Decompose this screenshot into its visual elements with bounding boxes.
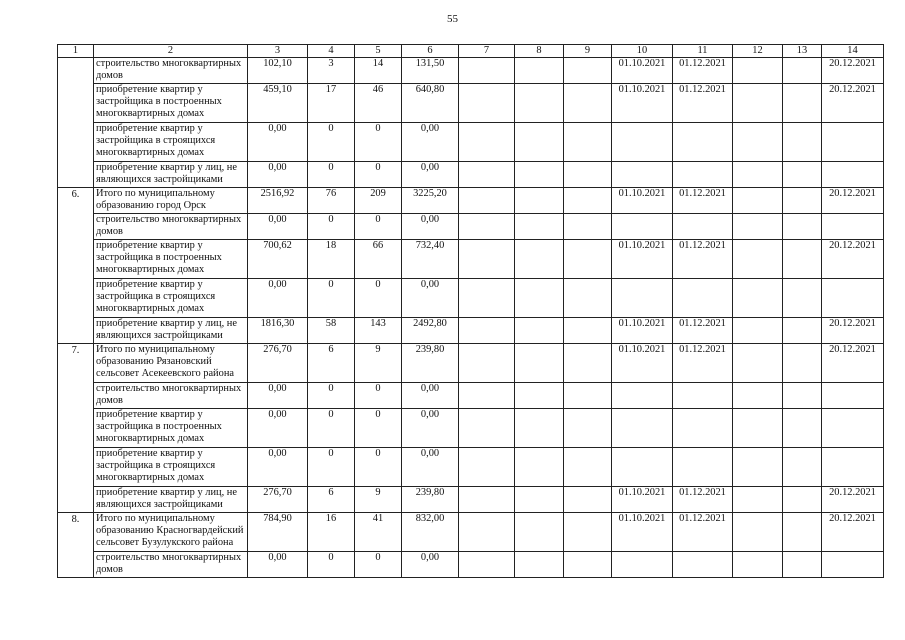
cell-count: 0 xyxy=(355,383,402,409)
cell-count: 0 xyxy=(308,383,355,409)
cell-area: 732,40 xyxy=(402,240,459,279)
table-row xyxy=(58,240,884,279)
cell-count: 58 xyxy=(308,318,355,344)
table-row xyxy=(58,162,884,188)
cell-empty xyxy=(564,162,612,188)
cell-count: 0 xyxy=(355,123,402,162)
cell-empty xyxy=(733,318,783,344)
cell-count: 209 xyxy=(355,188,402,214)
cell-empty xyxy=(783,487,822,513)
header-cell: 7 xyxy=(459,45,515,58)
cell-count: 9 xyxy=(355,487,402,513)
cell-count: 17 xyxy=(308,84,355,123)
cell-empty xyxy=(459,344,515,383)
row-number: 8. xyxy=(58,513,94,552)
cell-date xyxy=(612,383,673,409)
table-row xyxy=(58,318,884,344)
cell-date: 01.10.2021 xyxy=(612,84,673,123)
cell-amount: 0,00 xyxy=(248,409,308,448)
row-description: строительство многоквартирных домов xyxy=(94,383,248,409)
cell-date: 01.10.2021 xyxy=(612,240,673,279)
cell-empty xyxy=(515,58,564,84)
row-description: строительство многоквартирных домов xyxy=(94,214,248,240)
cell-empty xyxy=(564,552,612,578)
cell-empty xyxy=(564,513,612,552)
cell-area: 0,00 xyxy=(402,162,459,188)
cell-empty xyxy=(459,448,515,487)
cell-empty xyxy=(564,84,612,123)
cell-amount: 459,10 xyxy=(248,84,308,123)
cell-empty xyxy=(783,188,822,214)
table-row xyxy=(58,188,884,214)
cell-empty xyxy=(515,409,564,448)
cell-count: 0 xyxy=(308,279,355,318)
cell-empty xyxy=(733,214,783,240)
row-description: строительство многоквартирных домов xyxy=(94,552,248,578)
cell-date xyxy=(612,448,673,487)
cell-date: 20.12.2021 xyxy=(822,318,884,344)
cell-empty xyxy=(783,318,822,344)
cell-empty xyxy=(783,552,822,578)
cell-empty xyxy=(733,123,783,162)
cell-date: 20.12.2021 xyxy=(822,84,884,123)
cell-date xyxy=(612,214,673,240)
column-number-header xyxy=(58,45,884,58)
cell-area: 2492,80 xyxy=(402,318,459,344)
cell-empty xyxy=(515,84,564,123)
cell-date: 01.12.2021 xyxy=(673,84,733,123)
row-number xyxy=(58,409,94,448)
row-number xyxy=(58,240,94,279)
cell-empty xyxy=(515,123,564,162)
cell-date: 20.12.2021 xyxy=(822,513,884,552)
cell-empty xyxy=(459,487,515,513)
cell-amount: 700,62 xyxy=(248,240,308,279)
cell-empty xyxy=(783,409,822,448)
table-row xyxy=(58,448,884,487)
cell-empty xyxy=(733,162,783,188)
cell-empty xyxy=(515,487,564,513)
cell-count: 0 xyxy=(308,123,355,162)
cell-empty xyxy=(515,513,564,552)
cell-area: 239,80 xyxy=(402,344,459,383)
cell-date: 20.12.2021 xyxy=(822,58,884,84)
cell-empty xyxy=(515,552,564,578)
cell-empty xyxy=(459,214,515,240)
table-body xyxy=(58,58,884,578)
cell-date xyxy=(612,162,673,188)
cell-count: 0 xyxy=(355,552,402,578)
cell-empty xyxy=(733,58,783,84)
cell-count: 0 xyxy=(308,214,355,240)
cell-date xyxy=(822,409,884,448)
table-row xyxy=(58,552,884,578)
cell-empty xyxy=(783,58,822,84)
cell-empty xyxy=(564,318,612,344)
header-cell: 13 xyxy=(783,45,822,58)
cell-date xyxy=(673,448,733,487)
cell-amount: 0,00 xyxy=(248,448,308,487)
cell-date: 01.10.2021 xyxy=(612,318,673,344)
cell-date: 01.12.2021 xyxy=(673,318,733,344)
cell-area: 239,80 xyxy=(402,487,459,513)
cell-date xyxy=(822,123,884,162)
cell-count: 46 xyxy=(355,84,402,123)
cell-area: 832,00 xyxy=(402,513,459,552)
cell-empty xyxy=(459,58,515,84)
header-cell: 14 xyxy=(822,45,884,58)
cell-area: 0,00 xyxy=(402,214,459,240)
cell-date xyxy=(822,383,884,409)
cell-date xyxy=(822,214,884,240)
cell-amount: 0,00 xyxy=(248,552,308,578)
cell-count: 6 xyxy=(308,487,355,513)
cell-empty xyxy=(733,409,783,448)
row-description: приобретение квартир у застройщика в строящихся многоквартирных домах xyxy=(94,123,248,162)
table-row xyxy=(58,123,884,162)
cell-area: 131,50 xyxy=(402,58,459,84)
row-number xyxy=(58,214,94,240)
cell-area: 0,00 xyxy=(402,409,459,448)
cell-empty xyxy=(459,279,515,318)
row-description: приобретение квартир у лиц, не являющихся застройщиками xyxy=(94,487,248,513)
row-number xyxy=(58,84,94,123)
table-row xyxy=(58,513,884,552)
cell-count: 0 xyxy=(308,448,355,487)
cell-area: 0,00 xyxy=(402,448,459,487)
cell-empty xyxy=(459,188,515,214)
row-description: Итого по муниципальному образованию Рязановский сельсовет Асекеевского района xyxy=(94,344,248,383)
row-number: 7. xyxy=(58,344,94,383)
cell-count: 9 xyxy=(355,344,402,383)
cell-empty xyxy=(783,383,822,409)
cell-date xyxy=(673,552,733,578)
cell-amount: 0,00 xyxy=(248,162,308,188)
cell-date: 01.12.2021 xyxy=(673,487,733,513)
cell-date: 01.12.2021 xyxy=(673,513,733,552)
row-description: приобретение квартир у застройщика в построенных многоквартирных домах xyxy=(94,409,248,448)
cell-empty xyxy=(783,279,822,318)
cell-empty xyxy=(783,513,822,552)
cell-count: 0 xyxy=(355,409,402,448)
cell-date: 01.12.2021 xyxy=(673,344,733,383)
cell-empty xyxy=(459,84,515,123)
cell-date: 01.12.2021 xyxy=(673,58,733,84)
table-row xyxy=(58,214,884,240)
housing-program-table xyxy=(57,44,884,578)
cell-empty xyxy=(783,84,822,123)
cell-empty xyxy=(733,552,783,578)
cell-empty xyxy=(515,162,564,188)
cell-empty xyxy=(783,123,822,162)
cell-empty xyxy=(564,214,612,240)
cell-empty xyxy=(783,162,822,188)
row-description: приобретение квартир у застройщика в построенных многоквартирных домах xyxy=(94,84,248,123)
cell-empty xyxy=(515,279,564,318)
cell-count: 76 xyxy=(308,188,355,214)
cell-empty xyxy=(564,279,612,318)
header-cell: 3 xyxy=(248,45,308,58)
row-description: Итого по муниципальному образованию город Орск xyxy=(94,188,248,214)
cell-empty xyxy=(515,448,564,487)
table-row xyxy=(58,487,884,513)
header-cell: 2 xyxy=(94,45,248,58)
cell-date xyxy=(673,409,733,448)
row-description: приобретение квартир у застройщика в строящихся многоквартирных домах xyxy=(94,279,248,318)
cell-empty xyxy=(515,214,564,240)
cell-date: 20.12.2021 xyxy=(822,240,884,279)
cell-empty xyxy=(783,344,822,383)
cell-count: 14 xyxy=(355,58,402,84)
cell-date xyxy=(673,162,733,188)
cell-amount: 0,00 xyxy=(248,123,308,162)
cell-count: 0 xyxy=(355,448,402,487)
cell-count: 0 xyxy=(355,214,402,240)
cell-date: 01.10.2021 xyxy=(612,58,673,84)
cell-empty xyxy=(564,409,612,448)
row-number xyxy=(58,58,94,84)
header-cell: 1 xyxy=(58,45,94,58)
cell-date: 01.12.2021 xyxy=(673,188,733,214)
cell-count: 16 xyxy=(308,513,355,552)
cell-empty xyxy=(564,240,612,279)
page-number: 55 xyxy=(447,13,458,25)
cell-date xyxy=(612,552,673,578)
cell-count: 0 xyxy=(308,409,355,448)
cell-area: 0,00 xyxy=(402,552,459,578)
cell-empty xyxy=(564,487,612,513)
cell-empty xyxy=(733,487,783,513)
cell-amount: 0,00 xyxy=(248,383,308,409)
header-cell: 4 xyxy=(308,45,355,58)
cell-count: 6 xyxy=(308,344,355,383)
cell-date: 20.12.2021 xyxy=(822,487,884,513)
cell-empty xyxy=(515,383,564,409)
cell-empty xyxy=(733,344,783,383)
cell-empty xyxy=(733,448,783,487)
row-number xyxy=(58,552,94,578)
cell-empty xyxy=(783,240,822,279)
row-number xyxy=(58,383,94,409)
cell-empty xyxy=(459,240,515,279)
header-cell: 9 xyxy=(564,45,612,58)
cell-empty xyxy=(515,318,564,344)
cell-area: 3225,20 xyxy=(402,188,459,214)
cell-empty xyxy=(515,240,564,279)
cell-empty xyxy=(564,58,612,84)
header-cell: 12 xyxy=(733,45,783,58)
row-number xyxy=(58,448,94,487)
cell-count: 18 xyxy=(308,240,355,279)
cell-empty xyxy=(783,214,822,240)
cell-empty xyxy=(783,448,822,487)
cell-date xyxy=(673,123,733,162)
cell-date xyxy=(673,279,733,318)
row-description: приобретение квартир у застройщика в строящихся многоквартирных домах xyxy=(94,448,248,487)
cell-empty xyxy=(733,188,783,214)
cell-count: 0 xyxy=(355,162,402,188)
header-cell: 10 xyxy=(612,45,673,58)
cell-date xyxy=(673,383,733,409)
cell-count: 0 xyxy=(308,552,355,578)
cell-date xyxy=(673,214,733,240)
row-number xyxy=(58,123,94,162)
cell-empty xyxy=(564,383,612,409)
cell-date: 01.10.2021 xyxy=(612,188,673,214)
row-number xyxy=(58,487,94,513)
cell-count: 41 xyxy=(355,513,402,552)
cell-date: 20.12.2021 xyxy=(822,344,884,383)
cell-empty xyxy=(459,162,515,188)
cell-date: 20.12.2021 xyxy=(822,188,884,214)
cell-date: 01.12.2021 xyxy=(673,240,733,279)
cell-date xyxy=(612,279,673,318)
cell-empty xyxy=(459,318,515,344)
cell-area: 0,00 xyxy=(402,279,459,318)
row-number: 6. xyxy=(58,188,94,214)
cell-empty xyxy=(564,188,612,214)
row-description: приобретение квартир у лиц, не являющихся застройщиками xyxy=(94,162,248,188)
cell-date xyxy=(822,448,884,487)
cell-count: 0 xyxy=(308,162,355,188)
cell-empty xyxy=(459,552,515,578)
cell-empty xyxy=(515,188,564,214)
cell-amount: 102,10 xyxy=(248,58,308,84)
cell-empty xyxy=(459,409,515,448)
row-number xyxy=(58,162,94,188)
cell-date: 01.10.2021 xyxy=(612,344,673,383)
table-row xyxy=(58,58,884,84)
cell-amount: 276,70 xyxy=(248,344,308,383)
cell-count: 66 xyxy=(355,240,402,279)
header-cell: 8 xyxy=(515,45,564,58)
cell-empty xyxy=(733,513,783,552)
row-description: приобретение квартир у лиц, не являющихся застройщиками xyxy=(94,318,248,344)
cell-amount: 276,70 xyxy=(248,487,308,513)
table-row xyxy=(58,344,884,383)
table-row xyxy=(58,84,884,123)
row-description: Итого по муниципальному образованию Красногвардейский сельсовет Бузулукского района xyxy=(94,513,248,552)
cell-amount: 0,00 xyxy=(248,279,308,318)
cell-empty xyxy=(564,123,612,162)
cell-empty xyxy=(459,123,515,162)
cell-amount: 0,00 xyxy=(248,214,308,240)
table-row xyxy=(58,383,884,409)
cell-date xyxy=(822,279,884,318)
row-number xyxy=(58,318,94,344)
cell-date xyxy=(612,409,673,448)
cell-area: 0,00 xyxy=(402,123,459,162)
cell-empty xyxy=(733,240,783,279)
cell-empty xyxy=(733,279,783,318)
cell-empty xyxy=(564,344,612,383)
cell-area: 640,80 xyxy=(402,84,459,123)
cell-count: 3 xyxy=(308,58,355,84)
cell-count: 0 xyxy=(355,279,402,318)
cell-date xyxy=(822,552,884,578)
table-row xyxy=(58,409,884,448)
cell-empty xyxy=(733,84,783,123)
cell-amount: 2516,92 xyxy=(248,188,308,214)
cell-date xyxy=(612,123,673,162)
cell-date: 01.10.2021 xyxy=(612,513,673,552)
table-row xyxy=(58,279,884,318)
header-cell: 6 xyxy=(402,45,459,58)
cell-empty xyxy=(459,383,515,409)
cell-amount: 784,90 xyxy=(248,513,308,552)
cell-empty xyxy=(564,448,612,487)
header-cell: 11 xyxy=(673,45,733,58)
cell-empty xyxy=(733,383,783,409)
row-description: строительство многоквартирных домов xyxy=(94,58,248,84)
cell-date xyxy=(822,162,884,188)
cell-empty xyxy=(515,344,564,383)
cell-area: 0,00 xyxy=(402,383,459,409)
header-cell: 5 xyxy=(355,45,402,58)
cell-date: 01.10.2021 xyxy=(612,487,673,513)
cell-empty xyxy=(459,513,515,552)
row-number xyxy=(58,279,94,318)
row-description: приобретение квартир у застройщика в построенных многоквартирных домах xyxy=(94,240,248,279)
cell-count: 143 xyxy=(355,318,402,344)
cell-amount: 1816,30 xyxy=(248,318,308,344)
